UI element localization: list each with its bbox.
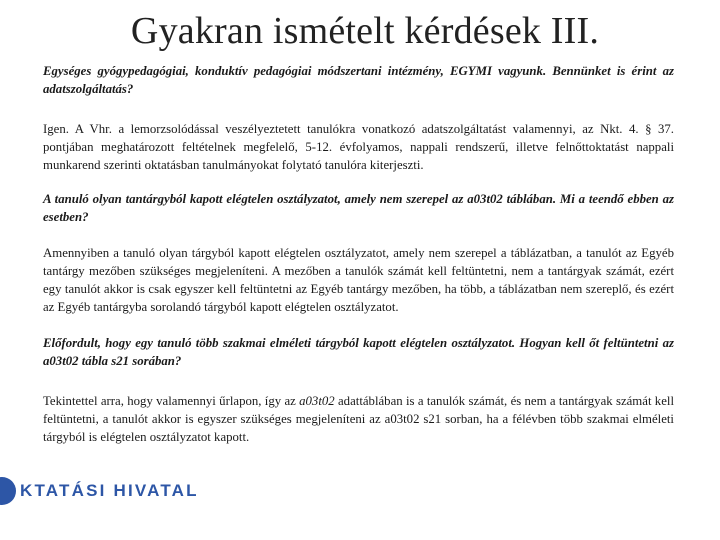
faq-answer-3-code: a03t02: [299, 394, 335, 408]
oktatasi-hivatal-logo-icon: [0, 477, 16, 505]
faq-content: [43, 62, 674, 458]
faq-question-3: Előfordult, hogy egy tanuló több szakmai elméleti tárgyból kapott elégtelen osztályzatot. Hogyan kell őt feltüntetni az a03t02 tábla s21 sorában?: [43, 336, 674, 368]
faq-answer-3-after: adattáblában is a tanulók számát, és nem a tantárgyak számát kell feltüntetni, a tanulót akkor is egyszer szükséges megjeleníteni az a03t02 s21 sorban, ha a félévben több szakmai elméleti tárgyból is elégtelen osztályzatot kapott.: [43, 394, 675, 444]
faq-answer-3: [43, 392, 674, 446]
faq-answer-2: Amennyiben a tanuló olyan tárgyból kapott elégtelen osztályzatot, amely nem szerepel a táblázatban, a tanulót az Egyéb tantárgy mezőben szükséges megjeleníteni. A mezőben a tanulók számát kell feltüntetni, nem a tantárgyak számát, ezért egy tanulót akkor is csak egyszer kell feltüntetni az Egyéb tantárgy mezőben, ha több, a táblázatban nem szereplő, és ezért az Egyéb tantárgyba sorolandó tárgyból kapott elégtelen osztályzatot.: [43, 246, 674, 314]
faq-question-1: Egységes gyógypedagógiai, konduktív pedagógiai módszertani intézmény, EGYMI vagyunk. Bennünket is érint az adatszolgáltatás?: [43, 64, 674, 96]
logo-text: KTATÁSI HIVATAL: [20, 481, 199, 500]
faq-question-2: A tanuló olyan tantárgyból kapott elégtelen osztályzatot, amely nem szerepel az a03t02 táblában. Mi a teendő ebben az esetben?: [43, 192, 674, 224]
footer-logo: [0, 478, 199, 504]
faq-answer-1: Igen. A Vhr. a lemorzsolódással veszélyeztetett tanulókra vonatkozó adatszolgáltatást valamennyi, az Nkt. 4. § 37. pontjában meghatározott feltételnek megfelelő, 5-12. évfolyamos, nappali rendszerű, illetve felnőttoktatást nappali munkarend szerinti oktatásban tanulmányokat folytató tanulóra kiterjeszti.: [43, 122, 674, 172]
faq-answer-3-before: Tekintettel arra, hogy valamennyi űrlapon, így az: [43, 394, 300, 408]
slide-title: Gyakran ismételt kérdések III.: [130, 10, 600, 52]
